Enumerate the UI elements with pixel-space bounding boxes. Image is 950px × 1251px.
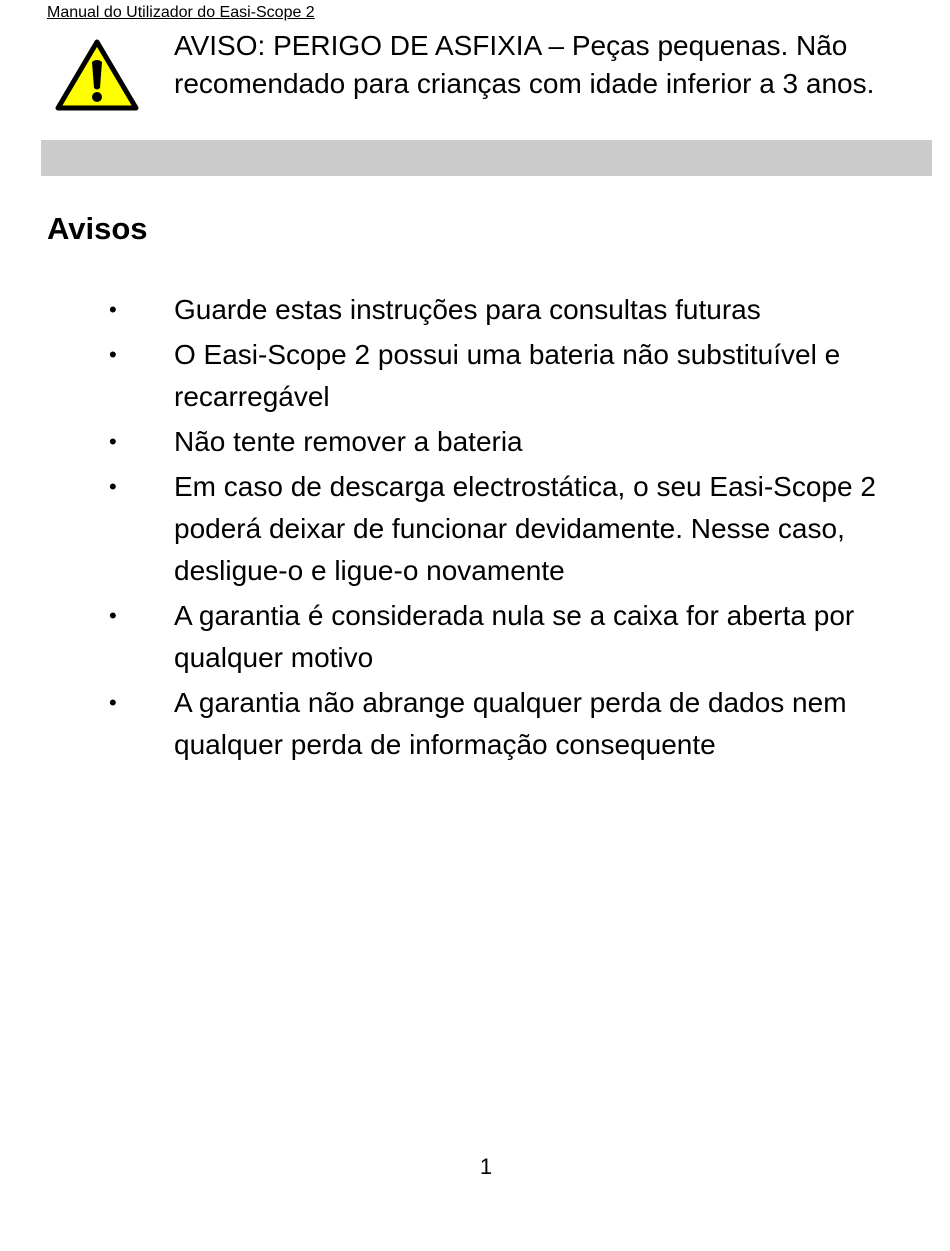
bullet-icon: • xyxy=(109,474,117,499)
list-item xyxy=(0,289,950,331)
list-item-text: A garantia não abrange qualquer perda de dados nem qualquer perda de informação consequente xyxy=(174,687,847,760)
list-item xyxy=(0,595,950,679)
choking-hazard-warning: AVISO: PERIGO DE ASFIXIA – Peças pequenas. Não recomendado para crianças com idade inferior a 3 anos. xyxy=(174,30,875,99)
list-item-text: O Easi-Scope 2 possui uma bateria não substituível e recarregável xyxy=(174,339,841,412)
list-item xyxy=(0,334,950,418)
list-item-text: Não tente remover a bateria xyxy=(174,426,523,457)
bullet-icon: • xyxy=(109,690,117,715)
running-header: Manual do Utilizador do Easi-Scope 2 xyxy=(47,4,315,21)
divider-band xyxy=(41,140,932,176)
list-item xyxy=(0,466,950,592)
list-item xyxy=(0,421,950,463)
section-heading: Avisos xyxy=(47,211,148,246)
list-item xyxy=(0,682,950,766)
bullet-icon: • xyxy=(109,603,117,628)
warning-triangle-icon xyxy=(55,38,139,112)
bullet-icon: • xyxy=(109,342,117,367)
warnings-list xyxy=(0,289,950,769)
page-number: 1 xyxy=(479,1154,493,1179)
list-item-text: Em caso de descarga electrostática, o seu Easi-Scope 2 poderá deixar de funcionar devidamente. Nesse caso, desligue-o e ligue-o novamente xyxy=(174,471,876,586)
list-item-text: Guarde estas instruções para consultas futuras xyxy=(174,294,761,325)
list-item-text: A garantia é considerada nula se a caixa for aberta por qualquer motivo xyxy=(174,600,855,673)
bullet-icon: • xyxy=(109,429,117,454)
bullet-icon: • xyxy=(109,297,117,322)
